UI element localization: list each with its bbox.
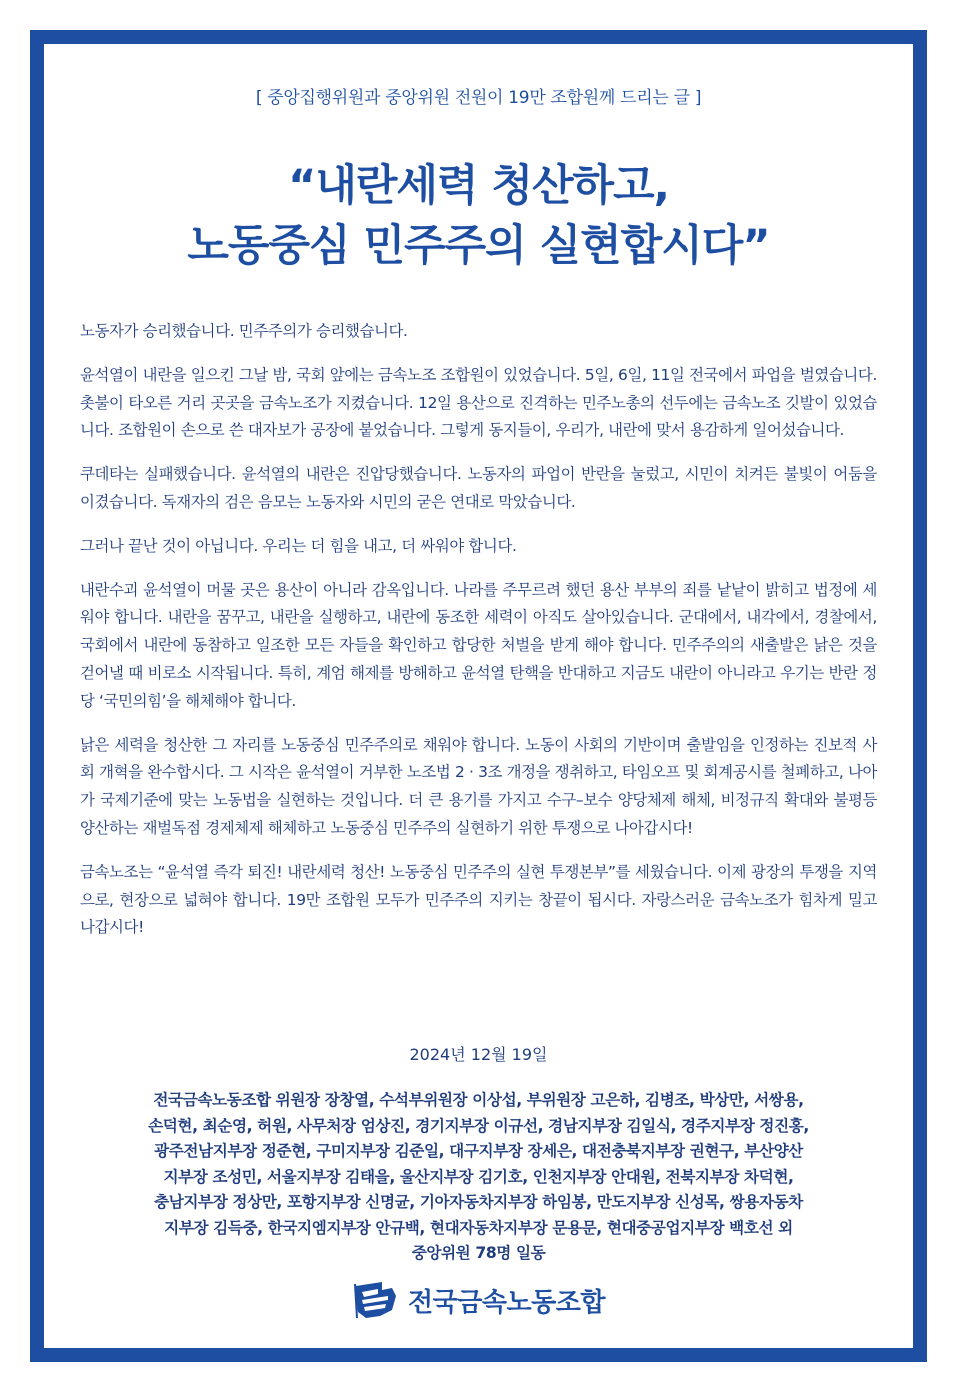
signers-line: 광주전남지부장 정준현, 구미지부장 김준일, 대구지부장 장세은, 대전충북지부장 권현구, 부산양산 [154,1142,803,1160]
signers-list [78,1088,879,1267]
letter-body [80,318,877,958]
letter-date: 2024년 12월 19일 [409,1045,548,1064]
signers-line: 전국금속노동조합 위원장 장창열, 수석부위원장 이상섭, 부위원장 고은하, 김병조, 박상만, 서쌍용, [153,1091,804,1109]
headline [44,156,913,276]
paragraph: 쿠데타는 실패했습니다. 윤석열의 내란은 진압당했습니다. 노동자의 파업이 반란을 눌렀고, 시민이 치켜든 불빛이 어둠을 이겼습니다. 독재자의 검은 음모는 노동자와 시민의 굳은 연대로 막았습니다. [80,465,877,511]
paragraph: 낡은 세력을 청산한 그 자리를 노동중심 민주주의로 채워야 합니다. 노동이 사회의 기반이며 출발임을 인정하는 진보적 사회 개혁을 완수합시다. 그 시작은 윤석열이 거부한 노조법 2 · 3조 개정을 쟁취하고, 타임오프 및 회계공시를 철폐하고, 나아가 국제기준에 맞는 노동법을 실현하는 것입니다. 더 큰 용기를 가지고 수구–보수 양당체제 해체, 비정규직 확대와 불평등 양산하는 재벌독점 경제체제 해체하고 노동중심 민주주의 실현하기 위한 투쟁으로 나아갑시다! [80,735,877,837]
union-logo [44,1280,913,1320]
headline-line-1: “내란세력 청산하고, [288,161,669,211]
header-note: [ 중앙집행위원과 중앙위원 전원이 19만 조합원께 드리는 글 ] [255,88,702,108]
headline-line-2: 노동중심 민주주의 실현합시다” [187,221,770,271]
paragraph: 그러나 끝난 것이 아닙니다. 우리는 더 힘을 내고, 더 싸워야 합니다. [80,536,517,555]
paragraph: 금속노조는 “윤석열 즉각 퇴진! 내란세력 청산! 노동중심 민주주의 실현 투쟁본부”를 세웠습니다. 이제 광장의 투쟁을 지역으로, 현장으로 넓혀야 합니다. 19만 조합원 모두가 민주주의 지키는 창끝이 됩시다. 자랑스러운 금속노조가 힘차게 밀고 나갑시다! [80,862,877,937]
signers-line: 중앙위원 78명 일동 [411,1244,546,1262]
signers-line: 충남지부장 정상만, 포항지부장 신명균, 기아자동차지부장 하임봉, 만도지부장 신성목, 쌍용자동차 [154,1193,803,1211]
kmwu-emblem-icon [352,1280,400,1320]
document-frame [30,30,927,1362]
signers-line: 지부장 김득중, 한국지엠지부장 안규백, 현대자동차지부장 문용문, 현대중공업지부장 백호선 외 [164,1218,793,1237]
paragraph: 내란수괴 윤석열이 머물 곳은 용산이 아니라 감옥입니다. 나라를 주무르려 했던 용산 부부의 죄를 낱낱이 밝히고 법정에 세워야 합니다. 내란을 꿈꾸고, 내란을 실행하고, 내란에 동조한 세력이 아직도 살아있습니다. 군대에서, 내각에서, 경찰에서, 국회에서 내란에 동참하고 일조한 모든 자들을 확인하고 합당한 처벌을 받게 해야 합니다. 민주주의의 새출발은 낡은 것을 걷어낼 때 비로소 시작됩니다. 특히, 계엄 해제를 방해하고 윤석열 탄핵을 반대하고 지금도 내란이 아니라고 우기는 반란 정당 ‘국민의힘’을 해체해야 합니다. [80,580,877,710]
paragraph: 윤석열이 내란을 일으킨 그날 밤, 국회 앞에는 금속노조 조합원이 있었습니다. 5일, 6일, 11일 전국에서 파업을 벌였습니다. 촛불이 타오른 거리 곳곳을 금속노조가 지켰습니다. 12일 용산으로 진격하는 민주노총의 선두에는 금속노조 깃발이 있었습니다. 조합원이 손으로 쓴 대자보가 공장에 붙었습니다. 그렇게 동지들이, 우리가, 내란에 맞서 용감하게 일어섰습니다. [80,365,877,440]
signers-line: 지부장 조성민, 서울지부장 김태을, 울산지부장 김기호, 인천지부장 안대원, 전북지부장 차덕현, [163,1167,794,1186]
union-name: 전국금속노동조합 [408,1287,605,1318]
signers-line: 손덕현, 최순영, 허원, 사무처장 엄상진, 경기지부장 이규선, 경남지부장 김일식, 경주지부장 정진홍, [148,1116,809,1135]
paragraph: 노동자가 승리했습니다. 민주주의가 승리했습니다. [80,322,408,340]
